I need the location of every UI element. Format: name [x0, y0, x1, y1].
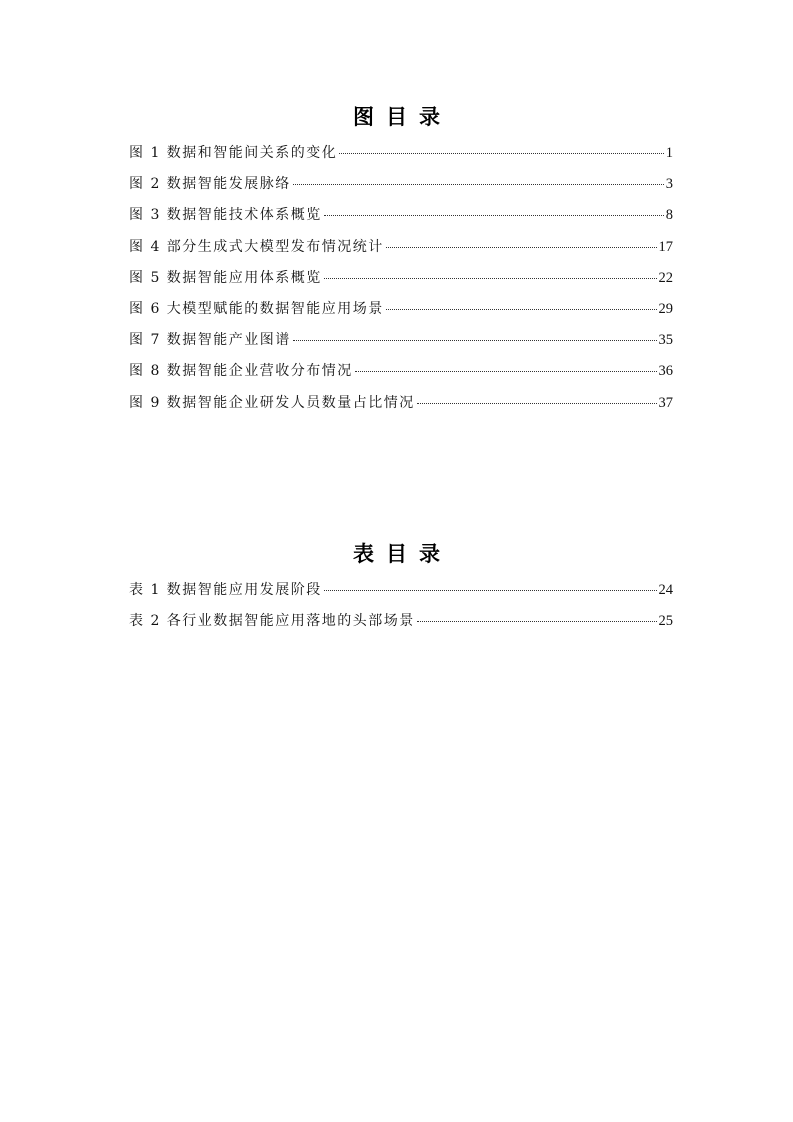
dot-leader — [386, 309, 657, 310]
figures-toc-entry[interactable] — [129, 360, 673, 391]
toc-entry-label: 图 7 数据智能产业图谱 — [129, 332, 291, 349]
tables-toc-title: 表目录 — [353, 542, 452, 566]
dot-leader — [324, 590, 657, 591]
dot-leader — [324, 278, 657, 279]
toc-entry-label: 图 4 部分生成式大模型发布情况统计 — [129, 238, 384, 255]
toc-entry-page-number: 8 — [665, 207, 673, 224]
toc-entry-label: 表 2 各行业数据智能应用落地的头部场景 — [129, 613, 415, 630]
figures-toc-entry[interactable] — [129, 236, 673, 267]
dot-leader — [293, 340, 657, 341]
figures-toc-entry[interactable] — [129, 329, 673, 360]
toc-entry-page-number: 25 — [658, 613, 673, 630]
toc-entry-page-number: 36 — [658, 363, 673, 380]
toc-entry-page-number: 22 — [658, 269, 673, 286]
tables-toc-list — [129, 579, 673, 641]
toc-entry-page-number: 1 — [665, 145, 673, 161]
figures-toc-entry[interactable] — [129, 173, 673, 204]
toc-entry-label: 表 1 数据智能应用发展阶段 — [129, 582, 322, 598]
figures-toc-entry[interactable] — [129, 298, 673, 329]
toc-entry-label: 图 6 大模型赋能的数据智能应用场景 — [129, 300, 384, 317]
dot-leader — [386, 247, 657, 248]
dot-leader — [293, 184, 664, 185]
toc-entry-label: 图 5 数据智能应用体系概览 — [129, 269, 322, 286]
toc-entry-page-number: 29 — [658, 300, 673, 317]
toc-entry-page-number: 3 — [665, 176, 673, 193]
tables-toc-entry[interactable] — [129, 610, 673, 641]
figures-toc-entry[interactable] — [129, 392, 673, 423]
toc-entry-label: 图 1 数据和智能间关系的变化 — [129, 145, 338, 161]
figures-toc-title: 图目录 — [353, 105, 452, 129]
figures-toc-entry[interactable] — [129, 267, 673, 298]
toc-entry-label: 图 2 数据智能发展脉络 — [129, 176, 291, 193]
toc-entry-label: 图 3 数据智能技术体系概览 — [129, 207, 322, 224]
dot-leader — [355, 371, 657, 372]
toc-entry-page-number: 37 — [658, 394, 673, 411]
tables-toc-entry[interactable] — [129, 579, 673, 610]
figures-toc-entry[interactable] — [129, 142, 673, 173]
dot-leader — [324, 215, 664, 216]
dot-leader — [417, 403, 657, 404]
toc-entry-page-number: 17 — [658, 238, 673, 255]
dot-leader — [339, 153, 663, 154]
figures-toc-list — [129, 142, 673, 423]
toc-entry-label: 图 8 数据智能企业营收分布情况 — [129, 363, 353, 380]
dot-leader — [417, 621, 657, 622]
toc-entry-page-number: 35 — [658, 332, 673, 349]
toc-entry-label: 图 9 数据智能企业研发人员数量占比情况 — [129, 394, 415, 411]
toc-entry-page-number: 24 — [658, 582, 673, 598]
figures-toc-entry[interactable] — [129, 204, 673, 235]
